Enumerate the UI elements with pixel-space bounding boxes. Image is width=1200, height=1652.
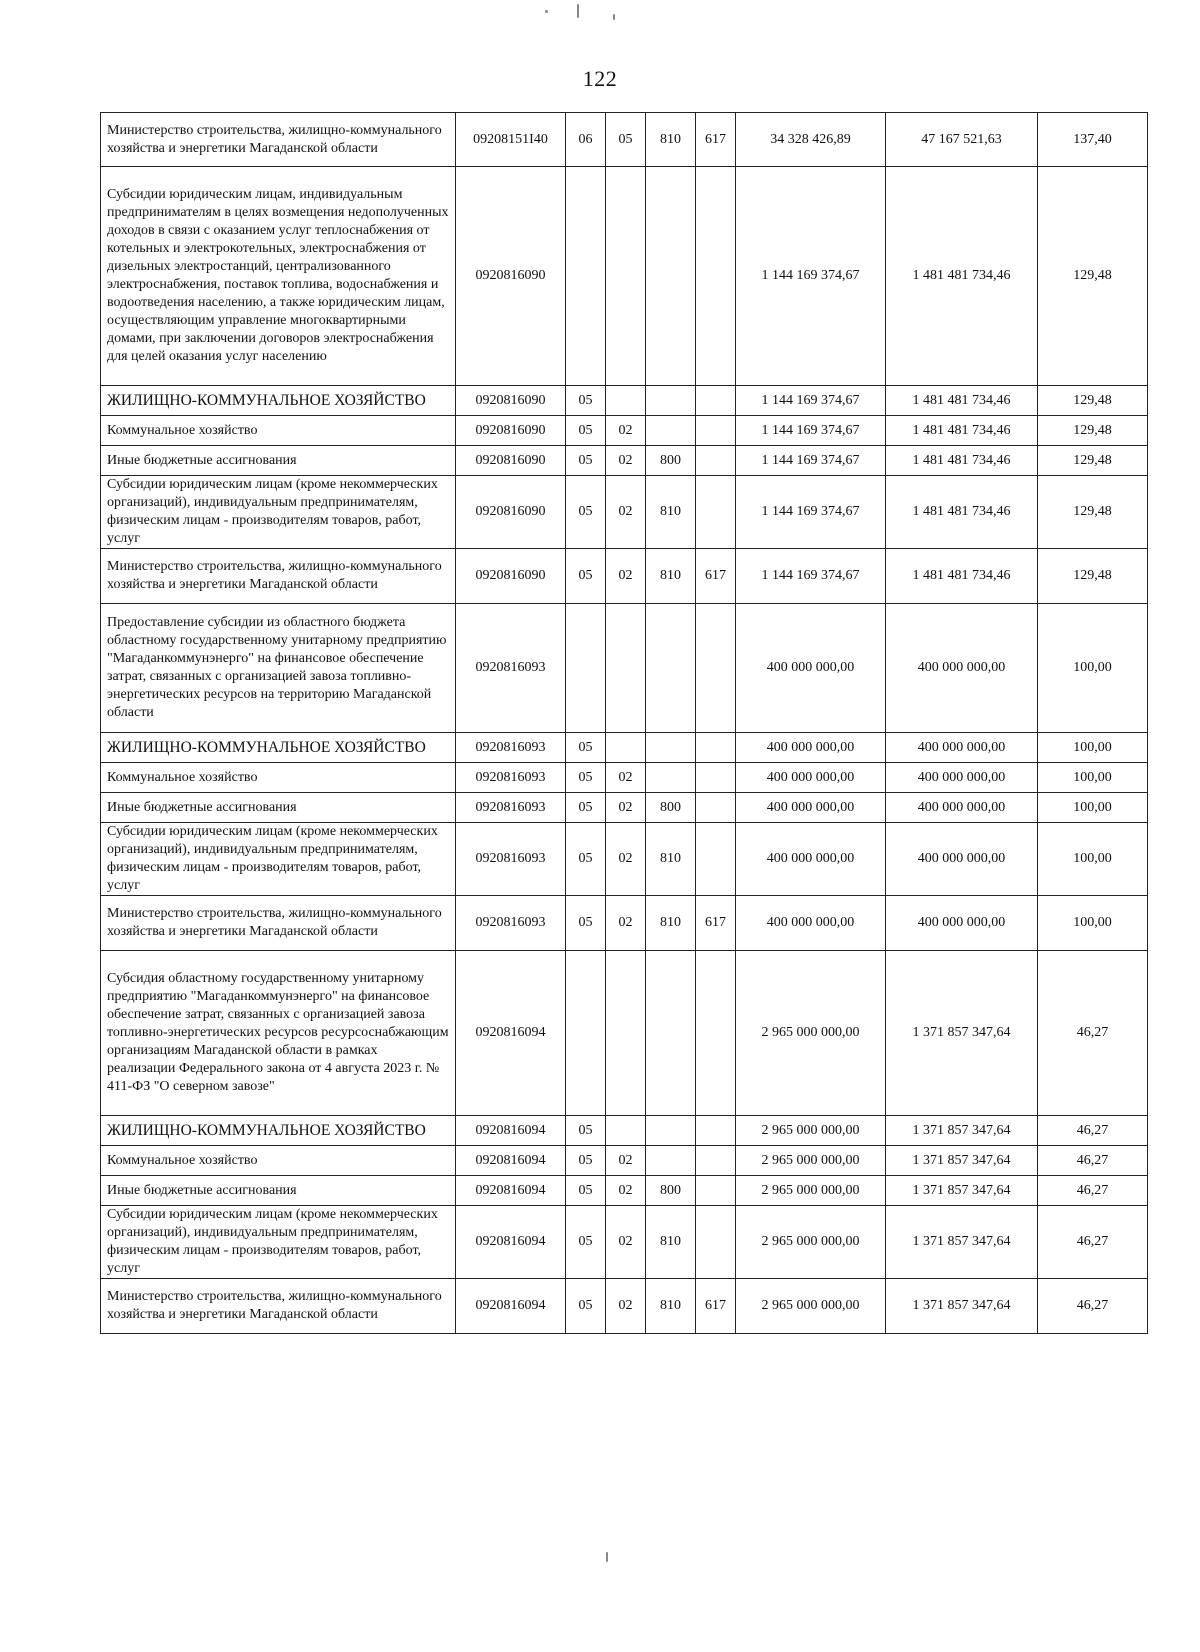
amount-fact-cell: 1 481 481 734,46 — [886, 446, 1038, 476]
amount-fact-cell: 1 481 481 734,46 — [886, 386, 1038, 416]
table-row — [101, 733, 1148, 763]
percent-cell: 100,00 — [1038, 896, 1148, 951]
csr-code-cell: 0920816093 — [456, 823, 566, 896]
amount-plan-cell: 1 144 169 374,67 — [736, 386, 886, 416]
description-cell: ЖИЛИЩНО-КОММУНАЛЬНОЕ ХОЗЯЙСТВО — [101, 733, 456, 763]
amount-fact-cell: 400 000 000,00 — [886, 823, 1038, 896]
percent-cell: 46,27 — [1038, 1176, 1148, 1206]
expense-type-cell: 810 — [646, 1279, 696, 1334]
table-row — [101, 793, 1148, 823]
amount-fact-cell: 400 000 000,00 — [886, 793, 1038, 823]
grbs-code-cell: 617 — [696, 113, 736, 167]
description-cell: Субсидии юридическим лицам (кроме некоммерческих организаций), индивидуальным предпринимателям, физическим лицам - производителям товаров, работ, услуг — [101, 1206, 456, 1279]
table-row — [101, 1176, 1148, 1206]
subsection-code-cell: 02 — [606, 1176, 646, 1206]
expense-type-cell: 800 — [646, 793, 696, 823]
csr-code-cell: 0920816093 — [456, 793, 566, 823]
description-cell: Коммунальное хозяйство — [101, 416, 456, 446]
subsection-code-cell — [606, 386, 646, 416]
expense-type-cell: 810 — [646, 1206, 696, 1279]
expense-type-cell: 810 — [646, 549, 696, 604]
subsection-code-cell: 02 — [606, 446, 646, 476]
expense-type-cell: 800 — [646, 446, 696, 476]
amount-plan-cell: 400 000 000,00 — [736, 896, 886, 951]
section-code-cell: 05 — [566, 793, 606, 823]
expense-type-cell: 810 — [646, 476, 696, 549]
amount-fact-cell: 47 167 521,63 — [886, 113, 1038, 167]
description-cell: Иные бюджетные ассигнования — [101, 793, 456, 823]
table-row — [101, 549, 1148, 604]
subsection-code-cell: 02 — [606, 763, 646, 793]
subsection-code-cell: 05 — [606, 113, 646, 167]
section-code-cell: 06 — [566, 113, 606, 167]
amount-fact-cell: 400 000 000,00 — [886, 604, 1038, 733]
expense-type-cell — [646, 733, 696, 763]
subsection-code-cell — [606, 733, 646, 763]
expense-type-cell — [646, 951, 696, 1116]
description-cell: Иные бюджетные ассигнования — [101, 446, 456, 476]
grbs-code-cell: 617 — [696, 896, 736, 951]
subsection-code-cell: 02 — [606, 1279, 646, 1334]
scan-speck — [577, 4, 579, 18]
description-cell: Коммунальное хозяйство — [101, 1146, 456, 1176]
description-cell: ЖИЛИЩНО-КОММУНАЛЬНОЕ ХОЗЯЙСТВО — [101, 386, 456, 416]
csr-code-cell: 0920816093 — [456, 604, 566, 733]
table-row — [101, 476, 1148, 549]
section-code-cell — [566, 167, 606, 386]
subsection-code-cell — [606, 951, 646, 1116]
percent-cell: 129,48 — [1038, 416, 1148, 446]
description-cell: Предоставление субсидии из областного бюджета областному государственному унитарному предприятию "Магаданкоммунэнерго" на финансовое обеспечение затрат, связанных с организацией завоза топливно-энергетических ресурсов на территорию Магаданской области — [101, 604, 456, 733]
section-code-cell: 05 — [566, 446, 606, 476]
table-row — [101, 1146, 1148, 1176]
table-row — [101, 896, 1148, 951]
description-cell: Иные бюджетные ассигнования — [101, 1176, 456, 1206]
amount-fact-cell: 1 481 481 734,46 — [886, 476, 1038, 549]
grbs-code-cell — [696, 446, 736, 476]
grbs-code-cell: 617 — [696, 549, 736, 604]
subsection-code-cell — [606, 167, 646, 386]
csr-code-cell: 0920816094 — [456, 1146, 566, 1176]
percent-cell: 100,00 — [1038, 604, 1148, 733]
section-code-cell: 05 — [566, 733, 606, 763]
csr-code-cell: 0920816090 — [456, 167, 566, 386]
description-cell: ЖИЛИЩНО-КОММУНАЛЬНОЕ ХОЗЯЙСТВО — [101, 1116, 456, 1146]
amount-fact-cell: 1 371 857 347,64 — [886, 1146, 1038, 1176]
subsection-code-cell: 02 — [606, 896, 646, 951]
csr-code-cell: 0920816093 — [456, 763, 566, 793]
table-row — [101, 1279, 1148, 1334]
table-row — [101, 763, 1148, 793]
csr-code-cell: 0920816093 — [456, 896, 566, 951]
section-code-cell — [566, 604, 606, 733]
csr-code-cell: 0920816090 — [456, 476, 566, 549]
percent-cell: 46,27 — [1038, 1279, 1148, 1334]
scan-speck — [613, 14, 615, 20]
section-code-cell: 05 — [566, 1176, 606, 1206]
amount-plan-cell: 1 144 169 374,67 — [736, 476, 886, 549]
section-code-cell: 05 — [566, 1206, 606, 1279]
expense-type-cell — [646, 416, 696, 446]
expense-type-cell — [646, 1146, 696, 1176]
percent-cell: 129,48 — [1038, 446, 1148, 476]
percent-cell: 129,48 — [1038, 167, 1148, 386]
description-cell: Коммунальное хозяйство — [101, 763, 456, 793]
grbs-code-cell — [696, 793, 736, 823]
csr-code-cell: 0920816094 — [456, 1176, 566, 1206]
description-cell: Субсидии юридическим лицам (кроме некоммерческих организаций), индивидуальным предпринимателям, физическим лицам - производителям товаров, работ, услуг — [101, 823, 456, 896]
section-code-cell — [566, 951, 606, 1116]
subsection-code-cell: 02 — [606, 823, 646, 896]
amount-plan-cell: 2 965 000 000,00 — [736, 1206, 886, 1279]
amount-fact-cell: 1 481 481 734,46 — [886, 549, 1038, 604]
percent-cell: 100,00 — [1038, 733, 1148, 763]
expense-type-cell: 810 — [646, 896, 696, 951]
percent-cell: 46,27 — [1038, 1146, 1148, 1176]
csr-code-cell: 0920816094 — [456, 1116, 566, 1146]
grbs-code-cell — [696, 1146, 736, 1176]
subsection-code-cell — [606, 604, 646, 733]
expense-type-cell — [646, 386, 696, 416]
percent-cell: 46,27 — [1038, 1206, 1148, 1279]
csr-code-cell: 0920816090 — [456, 386, 566, 416]
csr-code-cell: 0920816093 — [456, 733, 566, 763]
amount-fact-cell: 400 000 000,00 — [886, 763, 1038, 793]
grbs-code-cell — [696, 1116, 736, 1146]
grbs-code-cell — [696, 386, 736, 416]
expense-type-cell — [646, 763, 696, 793]
section-code-cell: 05 — [566, 476, 606, 549]
table-row — [101, 604, 1148, 733]
amount-plan-cell: 2 965 000 000,00 — [736, 1146, 886, 1176]
table-row — [101, 823, 1148, 896]
section-code-cell: 05 — [566, 1279, 606, 1334]
section-code-cell: 05 — [566, 416, 606, 446]
percent-cell: 129,48 — [1038, 549, 1148, 604]
percent-cell: 137,40 — [1038, 113, 1148, 167]
csr-code-cell: 0920816090 — [456, 446, 566, 476]
page-number: 122 — [582, 66, 618, 91]
amount-plan-cell: 1 144 169 374,67 — [736, 416, 886, 446]
grbs-code-cell — [696, 167, 736, 386]
section-code-cell: 05 — [566, 386, 606, 416]
amount-fact-cell: 1 481 481 734,46 — [886, 167, 1038, 386]
amount-plan-cell: 400 000 000,00 — [736, 604, 886, 733]
percent-cell: 100,00 — [1038, 793, 1148, 823]
amount-fact-cell: 1 371 857 347,64 — [886, 1116, 1038, 1146]
grbs-code-cell — [696, 951, 736, 1116]
percent-cell: 46,27 — [1038, 1116, 1148, 1146]
amount-plan-cell: 400 000 000,00 — [736, 793, 886, 823]
description-cell: Министерство строительства, жилищно-коммунального хозяйства и энергетики Магаданской области — [101, 113, 456, 167]
table-row — [101, 951, 1148, 1116]
amount-plan-cell: 400 000 000,00 — [736, 733, 886, 763]
amount-fact-cell: 1 371 857 347,64 — [886, 1206, 1038, 1279]
table-row — [101, 1116, 1148, 1146]
percent-cell: 46,27 — [1038, 951, 1148, 1116]
percent-cell: 100,00 — [1038, 763, 1148, 793]
amount-fact-cell: 400 000 000,00 — [886, 896, 1038, 951]
section-code-cell: 05 — [566, 549, 606, 604]
percent-cell: 129,48 — [1038, 386, 1148, 416]
amount-plan-cell: 2 965 000 000,00 — [736, 951, 886, 1116]
table-row — [101, 113, 1148, 167]
amount-plan-cell: 2 965 000 000,00 — [736, 1279, 886, 1334]
expense-type-cell — [646, 1116, 696, 1146]
amount-fact-cell: 1 371 857 347,64 — [886, 951, 1038, 1116]
description-cell: Министерство строительства, жилищно-коммунального хозяйства и энергетики Магаданской области — [101, 1279, 456, 1334]
amount-plan-cell: 400 000 000,00 — [736, 763, 886, 793]
grbs-code-cell — [696, 1176, 736, 1206]
csr-code-cell: 09208151I40 — [456, 113, 566, 167]
csr-code-cell: 0920816090 — [456, 549, 566, 604]
scan-speck — [606, 1552, 608, 1562]
table-row — [101, 1206, 1148, 1279]
subsection-code-cell: 02 — [606, 476, 646, 549]
amount-plan-cell: 34 328 426,89 — [736, 113, 886, 167]
scan-speck — [545, 10, 548, 13]
grbs-code-cell — [696, 604, 736, 733]
grbs-code-cell: 617 — [696, 1279, 736, 1334]
amount-fact-cell: 400 000 000,00 — [886, 733, 1038, 763]
amount-plan-cell: 2 965 000 000,00 — [736, 1116, 886, 1146]
csr-code-cell: 0920816090 — [456, 416, 566, 446]
section-code-cell: 05 — [566, 1146, 606, 1176]
table-row — [101, 167, 1148, 386]
subsection-code-cell: 02 — [606, 1146, 646, 1176]
description-cell: Субсидии юридическим лицам, индивидуальным предпринимателям в целях возмещения недополученных доходов в связи с оказанием услуг теплоснабжения от котельных и электрокотельных, электроснабжения от дизельных электростанций, централизованного электроснабжения, поставок топлива, водоснабжения и водоотведения населению, а также юридическим лицам, осуществляющим управление многоквартирными домами, при заключении договоров электроснабжения для целей оказания услуг населению — [101, 167, 456, 386]
percent-cell: 129,48 — [1038, 476, 1148, 549]
grbs-code-cell — [696, 763, 736, 793]
csr-code-cell: 0920816094 — [456, 1279, 566, 1334]
budget-table — [100, 112, 1148, 1334]
amount-fact-cell: 1 371 857 347,64 — [886, 1279, 1038, 1334]
description-cell: Министерство строительства, жилищно-коммунального хозяйства и энергетики Магаданской области — [101, 896, 456, 951]
grbs-code-cell — [696, 476, 736, 549]
subsection-code-cell: 02 — [606, 549, 646, 604]
amount-plan-cell: 2 965 000 000,00 — [736, 1176, 886, 1206]
expense-type-cell — [646, 604, 696, 733]
section-code-cell: 05 — [566, 823, 606, 896]
table-row — [101, 416, 1148, 446]
grbs-code-cell — [696, 1206, 736, 1279]
table-row — [101, 446, 1148, 476]
amount-plan-cell: 400 000 000,00 — [736, 823, 886, 896]
section-code-cell: 05 — [566, 896, 606, 951]
expense-type-cell — [646, 167, 696, 386]
grbs-code-cell — [696, 823, 736, 896]
table-body — [101, 113, 1148, 1334]
description-cell: Министерство строительства, жилищно-коммунального хозяйства и энергетики Магаданской области — [101, 549, 456, 604]
expense-type-cell: 810 — [646, 823, 696, 896]
subsection-code-cell: 02 — [606, 416, 646, 446]
table-row — [101, 386, 1148, 416]
percent-cell: 100,00 — [1038, 823, 1148, 896]
expense-type-cell: 810 — [646, 113, 696, 167]
grbs-code-cell — [696, 733, 736, 763]
amount-plan-cell: 1 144 169 374,67 — [736, 549, 886, 604]
amount-fact-cell: 1 371 857 347,64 — [886, 1176, 1038, 1206]
amount-plan-cell: 1 144 169 374,67 — [736, 167, 886, 386]
csr-code-cell: 0920816094 — [456, 1206, 566, 1279]
grbs-code-cell — [696, 416, 736, 446]
csr-code-cell: 0920816094 — [456, 951, 566, 1116]
section-code-cell: 05 — [566, 763, 606, 793]
section-code-cell: 05 — [566, 1116, 606, 1146]
expense-type-cell: 800 — [646, 1176, 696, 1206]
description-cell: Субсидии юридическим лицам (кроме некоммерческих организаций), индивидуальным предпринимателям, физическим лицам - производителям товаров, работ, услуг — [101, 476, 456, 549]
amount-fact-cell: 1 481 481 734,46 — [886, 416, 1038, 446]
amount-plan-cell: 1 144 169 374,67 — [736, 446, 886, 476]
subsection-code-cell: 02 — [606, 1206, 646, 1279]
description-cell: Субсидия областному государственному унитарному предприятию "Магаданкоммунэнерго" на финансовое обеспечение затрат, связанных с организацией завоза топливно-энергетических ресурсов ресурсоснабжающим организациям Магаданской области в рамках реализации Федерального закона от 4 августа 2023 г. № 411-ФЗ "О северном завозе" — [101, 951, 456, 1116]
subsection-code-cell: 02 — [606, 793, 646, 823]
subsection-code-cell — [606, 1116, 646, 1146]
